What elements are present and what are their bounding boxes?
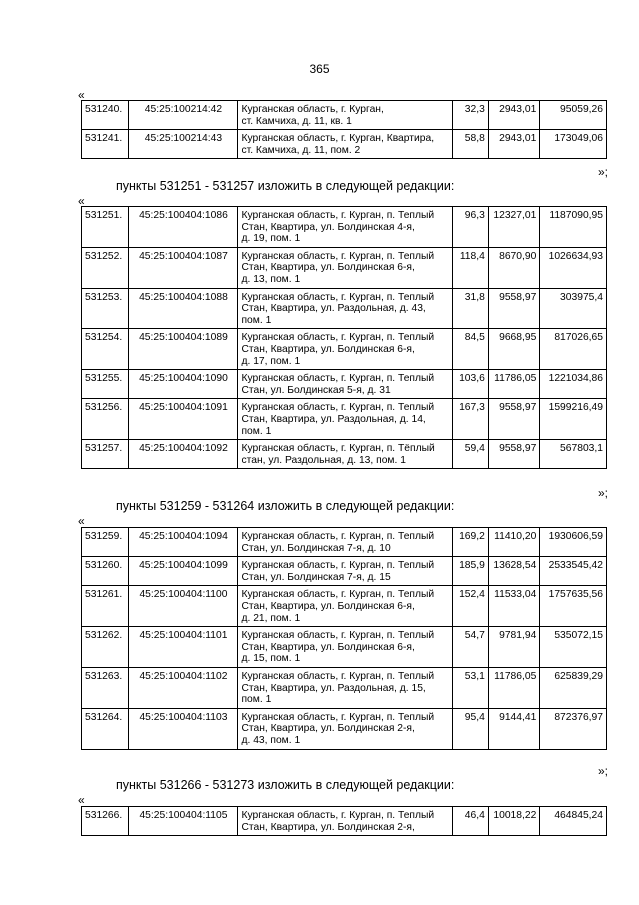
area-value: 167,3 [452, 399, 488, 440]
area-value: 53,1 [452, 667, 488, 708]
address-line: ст. Камчиха, д. 11, пом. 2 [241, 144, 361, 156]
table-row [82, 399, 607, 440]
address-line: д. 43, пом. 1 [241, 734, 301, 746]
address [238, 557, 452, 586]
address-line: Курганская область, г. Курган, [241, 104, 384, 115]
close-quote: »; [598, 486, 609, 500]
table-row [82, 586, 607, 627]
address-line: Курганская область, г. Курган, п. Теплый [241, 332, 435, 344]
table-row [82, 708, 607, 749]
total-value: 817026,65 [540, 329, 607, 370]
address [238, 708, 452, 749]
total-value: 625839,29 [540, 667, 607, 708]
address-line: стан, ул. Раздольная, д. 13, пом. 1 [241, 454, 406, 466]
row-number: 531251. [82, 207, 129, 248]
row-number: 531264. [82, 708, 129, 749]
row-number: 531253. [82, 288, 129, 329]
cadastral-number: 45:25:100404:1094 [129, 528, 238, 557]
unit-price: 2943,01 [488, 130, 539, 159]
table-row [82, 247, 607, 288]
address-line: Курганская область, г. Курган, п. Теплый [241, 291, 435, 303]
area-value: 32,3 [452, 101, 488, 130]
address-line: Курганская область, г. Курган, п. Теплый [241, 250, 435, 262]
area-value: 103,6 [452, 370, 488, 399]
address-line: Курганская область, г. Курган, п. Теплый [241, 711, 435, 723]
area-value: 84,5 [452, 329, 488, 370]
cadastral-number: 45:25:100404:1105 [129, 807, 238, 836]
address [238, 370, 452, 399]
section-heading: пункты 531266 - 531273 изложить в следующей редакции: [116, 778, 455, 792]
row-number: 531256. [82, 399, 129, 440]
unit-price: 12327,01 [488, 207, 539, 248]
row-number: 531241. [82, 130, 129, 159]
address [238, 627, 452, 668]
total-value: 535072,15 [540, 627, 607, 668]
total-value: 1187090,95 [540, 207, 607, 248]
area-value: 96,3 [452, 207, 488, 248]
unit-price: 9781,94 [488, 627, 539, 668]
table-row [82, 440, 607, 469]
address [238, 807, 452, 836]
table-row [82, 370, 607, 399]
address-line: Курганская область, г. Курган, п. Теплый [241, 402, 435, 414]
cadastral-number: 45:25:100214:43 [129, 130, 238, 159]
unit-price: 9668,95 [488, 329, 539, 370]
area-value: 59,4 [452, 440, 488, 469]
address-line: Стан, Квартира, ул. Болдинская 2-я, [241, 821, 415, 833]
unit-price: 9558,97 [488, 440, 539, 469]
area-value: 152,4 [452, 586, 488, 627]
total-value: 567803,1 [540, 440, 607, 469]
address [238, 399, 452, 440]
total-value: 872376,97 [540, 708, 607, 749]
area-value: 118,4 [452, 247, 488, 288]
address-line: Курганская область, г. Курган, Квартира, [241, 133, 435, 145]
row-number: 531259. [82, 528, 129, 557]
address-line: д. 13, пом. 1 [241, 273, 301, 285]
cadastral-number: 45:25:100404:1087 [129, 247, 238, 288]
address [238, 667, 452, 708]
unit-price: 11533,04 [488, 586, 539, 627]
cadastral-number: 45:25:100404:1086 [129, 207, 238, 248]
total-value: 1599216,49 [540, 399, 607, 440]
table-row [82, 207, 607, 248]
address-line: Стан, Квартира, ул. Болдинская 6-я, [241, 641, 415, 653]
cadastral-number: 45:25:100404:1102 [129, 667, 238, 708]
cadastral-number: 45:25:100404:1089 [129, 329, 238, 370]
row-number: 531263. [82, 667, 129, 708]
row-number: 531240. [82, 101, 129, 130]
address [238, 130, 452, 159]
address-line: Курганская область, г. Курган, п. Теплый [241, 531, 435, 542]
address [238, 288, 452, 329]
total-value: 1757635,56 [540, 586, 607, 627]
address-line: Курганская область, г. Курган, п. Теплый [241, 210, 435, 221]
row-number: 531257. [82, 440, 129, 469]
cadastral-number: 45:25:100404:1103 [129, 708, 238, 749]
open-quote: « [78, 194, 85, 208]
unit-price: 11786,05 [488, 667, 539, 708]
total-value: 95059,26 [540, 101, 607, 130]
unit-price: 8670,90 [488, 247, 539, 288]
unit-price: 11410,20 [488, 528, 539, 557]
area-value: 169,2 [452, 528, 488, 557]
area-value: 46,4 [452, 807, 488, 836]
table-row [82, 627, 607, 668]
address-line: д. 19, пом. 1 [241, 233, 301, 245]
address-line: Курганская область, г. Курган, п. Теплый [241, 560, 435, 572]
table-row [82, 288, 607, 329]
address-line: Стан, ул. Болдинская 7-я, д. 10 [241, 542, 391, 554]
unit-price: 9558,97 [488, 288, 539, 329]
cadastral-number: 45:25:100404:1090 [129, 370, 238, 399]
table-section-0 [81, 100, 607, 159]
address-line: Стан, ул. Болдинская 5-я, д. 31 [241, 384, 391, 396]
cadastral-number: 45:25:100404:1088 [129, 288, 238, 329]
close-quote: »; [598, 165, 609, 179]
total-value: 1026634,93 [540, 247, 607, 288]
table-row [82, 101, 607, 130]
address [238, 207, 452, 248]
address [238, 247, 452, 288]
area-value: 54,7 [452, 627, 488, 668]
address-line: пом. 1 [241, 425, 272, 437]
row-number: 531260. [82, 557, 129, 586]
row-number: 531261. [82, 586, 129, 627]
address-line: Стан, Квартира, ул. Болдинская 2-я, [241, 723, 415, 735]
address-line: Стан, Квартира, ул. Раздольная, д. 43, [241, 303, 426, 315]
address-line: Стан, Квартира, ул. Болдинская 6-я, [241, 600, 415, 612]
section-heading: пункты 531251 - 531257 изложить в следующей редакции: [116, 179, 455, 193]
cadastral-number: 45:25:100404:1099 [129, 557, 238, 586]
table-row [82, 130, 607, 159]
address [238, 528, 452, 557]
open-quote: « [78, 793, 85, 807]
section-heading: пункты 531259 - 531264 изложить в следующей редакции: [116, 499, 455, 513]
address-line: Курганская область, г. Курган, п. Теплый [241, 373, 435, 385]
cadastral-number: 45:25:100404:1091 [129, 399, 238, 440]
row-number: 531266. [82, 807, 129, 836]
table-row [82, 557, 607, 586]
unit-price: 13628,54 [488, 557, 539, 586]
area-value: 95,4 [452, 708, 488, 749]
table-row [82, 329, 607, 370]
total-value: 1930606,59 [540, 528, 607, 557]
address-line: Стан, Квартира, ул. Раздольная, д. 14, [241, 413, 426, 425]
address-line: ст. Камчиха, д. 11, кв. 1 [241, 115, 352, 127]
address [238, 440, 452, 469]
table-section-3 [81, 806, 607, 836]
open-quote: « [78, 514, 85, 528]
close-quote: »; [598, 764, 609, 778]
unit-price: 2943,01 [488, 101, 539, 130]
address-line: Курганская область, г. Курган, п. Тёплый [241, 443, 435, 455]
table-section-2 [81, 527, 607, 750]
address-line: Стан, Квартира, ул. Болдинская 6-я, [241, 343, 415, 355]
address-line: Курганская область, г. Курган, п. Теплый [241, 630, 435, 642]
area-value: 31,8 [452, 288, 488, 329]
cadastral-number: 45:25:100404:1092 [129, 440, 238, 469]
table-row [82, 807, 607, 836]
area-value: 58,8 [452, 130, 488, 159]
address-line: Курганская область, г. Курган, п. Теплый [241, 810, 435, 821]
open-quote: « [78, 88, 85, 102]
cadastral-number: 45:25:100214:42 [129, 101, 238, 130]
address-line: д. 15, пом. 1 [241, 653, 301, 665]
address-line: Курганская область, г. Курган, п. Теплый [241, 589, 435, 601]
table-section-1 [81, 206, 607, 469]
unit-price: 9558,97 [488, 399, 539, 440]
row-number: 531262. [82, 627, 129, 668]
address-line: д. 17, пом. 1 [241, 355, 301, 367]
address-line: Стан, Квартира, ул. Раздольная, д. 15, [241, 682, 426, 694]
total-value: 303975,4 [540, 288, 607, 329]
total-value: 173049,06 [540, 130, 607, 159]
address [238, 586, 452, 627]
address-line: пом. 1 [241, 694, 272, 706]
address [238, 329, 452, 370]
address-line: Стан, ул. Болдинская 7-я, д. 15 [241, 571, 391, 583]
row-number: 531255. [82, 370, 129, 399]
address [238, 101, 452, 130]
table-row [82, 667, 607, 708]
page-number: 365 [309, 62, 330, 76]
row-number: 531252. [82, 247, 129, 288]
address-line: Стан, Квартира, ул. Болдинская 4-я, [241, 221, 415, 233]
unit-price: 11786,05 [488, 370, 539, 399]
total-value: 2533545,42 [540, 557, 607, 586]
address-line: Курганская область, г. Курган, п. Теплый [241, 670, 435, 682]
address-line: Стан, Квартира, ул. Болдинская 6-я, [241, 262, 415, 274]
row-number: 531254. [82, 329, 129, 370]
cadastral-number: 45:25:100404:1100 [129, 586, 238, 627]
total-value: 1221034,86 [540, 370, 607, 399]
unit-price: 10018,22 [488, 807, 539, 836]
address-line: пом. 1 [241, 314, 272, 326]
total-value: 464845,24 [540, 807, 607, 836]
area-value: 185,9 [452, 557, 488, 586]
cadastral-number: 45:25:100404:1101 [129, 627, 238, 668]
address-line: д. 21, пом. 1 [241, 612, 301, 624]
table-row [82, 528, 607, 557]
unit-price: 9144,41 [488, 708, 539, 749]
